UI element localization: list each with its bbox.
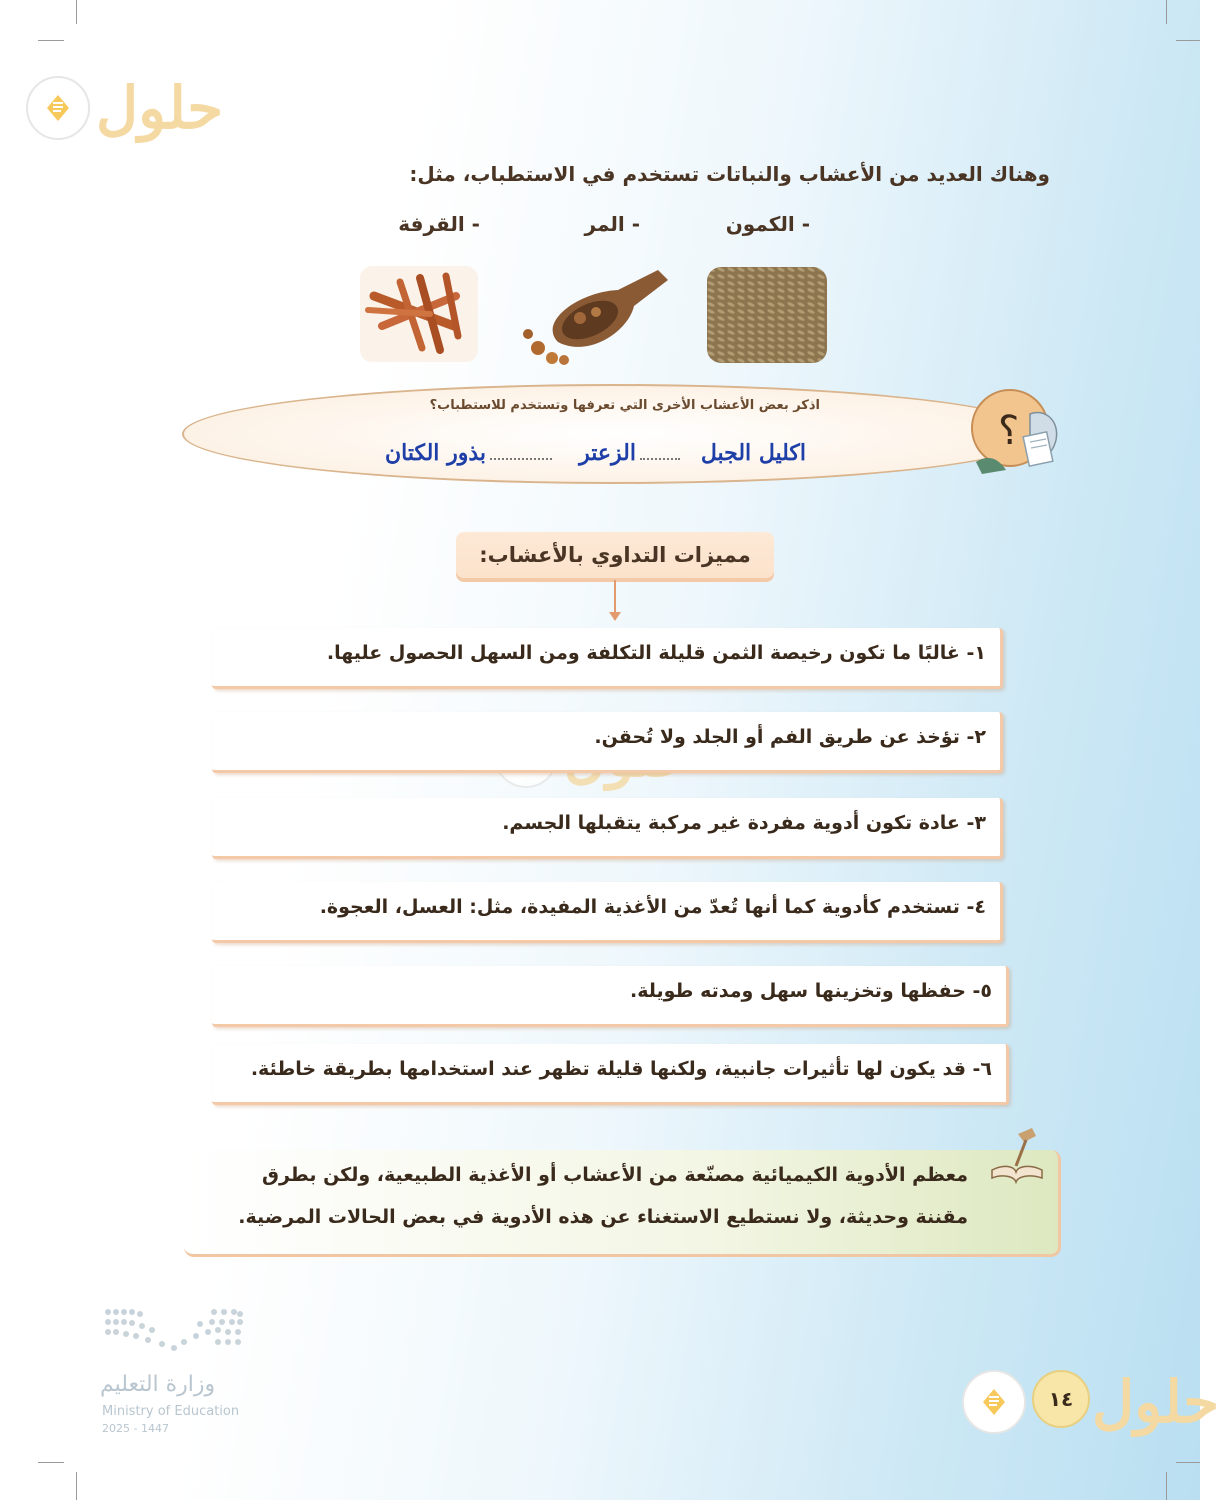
arrow-down-icon	[609, 612, 621, 621]
answer-dots	[490, 458, 552, 460]
herb-label-cinnamon: - القرفة	[398, 212, 480, 236]
cinnamon-image	[360, 266, 478, 366]
crop-mark	[1176, 1462, 1200, 1463]
ministry-name-ar: وزارة التعليم	[100, 1372, 216, 1397]
features-title: مميزات التداوي بالأعشاب:	[456, 532, 774, 578]
feature-text: ٤- تستخدم كأدوية كما أنها تُعدّ من الأغذية المفيدة، مثل: العسل، العجوة.	[319, 896, 986, 918]
watermark-logo	[26, 76, 223, 140]
answer-flaxseed: بذور الكتان	[384, 440, 486, 466]
crop-mark	[76, 1472, 77, 1500]
lamp-book-icon	[988, 1126, 1044, 1192]
answer-thyme: الزعتر	[579, 440, 636, 466]
book-icon	[26, 76, 90, 140]
crop-mark	[1176, 40, 1200, 41]
list-item	[212, 628, 1003, 689]
cumin-image	[706, 266, 828, 368]
watermark-text: حلول	[96, 74, 224, 142]
note-line-2: مقننة وحديثة، ولا نستطيع الاستغناء عن هذه الأدوية في بعض الحالات المرضية.	[238, 1206, 968, 1228]
feature-text: ٥- حفظها وتخزينها سهل ومدته طويلة.	[630, 980, 992, 1002]
ministry-logo-icon	[104, 1306, 244, 1366]
list-item	[212, 798, 1003, 859]
crop-mark	[1166, 1472, 1167, 1500]
crop-mark	[38, 1462, 64, 1463]
herb-label-cumin: - الكمون	[725, 212, 810, 236]
note-box	[184, 1150, 1061, 1257]
svg-text:؟: ؟	[998, 408, 1020, 454]
arrow-line	[614, 580, 616, 616]
list-item	[212, 966, 1009, 1027]
feature-text: ٦- قد يكون لها تأثيرات جانبية، ولكنها قليلة تظهر عند استخدامها بطريقة خاطئة.	[250, 1058, 992, 1080]
answer-rosemary: اكليل الجبل	[700, 440, 806, 466]
list-item	[212, 882, 1003, 943]
feature-text: ٣- عادة تكون أدوية مفردة غير مركبة يتقبلها الجسم.	[502, 812, 986, 834]
thinking-character-icon	[968, 384, 1068, 480]
ministry-year: 2025 - 1447	[102, 1422, 169, 1435]
crop-mark	[38, 40, 64, 41]
ministry-name-en: Ministry of Education	[102, 1404, 240, 1419]
watermark-logo	[962, 1370, 1219, 1434]
activity-question: اذكر بعض الأعشاب الأخرى التي تعرفها وتستخدم للاستطباب؟	[429, 398, 820, 413]
list-item	[212, 1044, 1009, 1105]
crop-mark	[76, 0, 77, 24]
feature-text: ١- غالبًا ما تكون رخيصة الثمن قليلة التكلفة ومن السهل الحصول عليها.	[326, 642, 986, 664]
crop-mark	[1166, 0, 1167, 24]
answer-dots	[640, 458, 680, 460]
feature-text: ٢- تؤخذ عن طريق الفم أو الجلد ولا تُحقن.	[594, 726, 986, 748]
book-icon	[962, 1370, 1026, 1434]
list-item	[212, 712, 1003, 773]
note-line-1: معظم الأدوية الكيميائية مصنّعة من الأعشاب أو الأغذية الطبيعية، ولكن بطرق	[262, 1164, 968, 1186]
herb-label-myrrh: - المر	[584, 212, 640, 236]
watermark-text: حلول	[1092, 1368, 1219, 1436]
page-number: ١٤	[1032, 1370, 1090, 1428]
intro-text: وهناك العديد من الأعشاب والنباتات تستخدم في الاستطباب، مثل:	[409, 162, 1050, 186]
myrrh-image	[518, 262, 672, 372]
